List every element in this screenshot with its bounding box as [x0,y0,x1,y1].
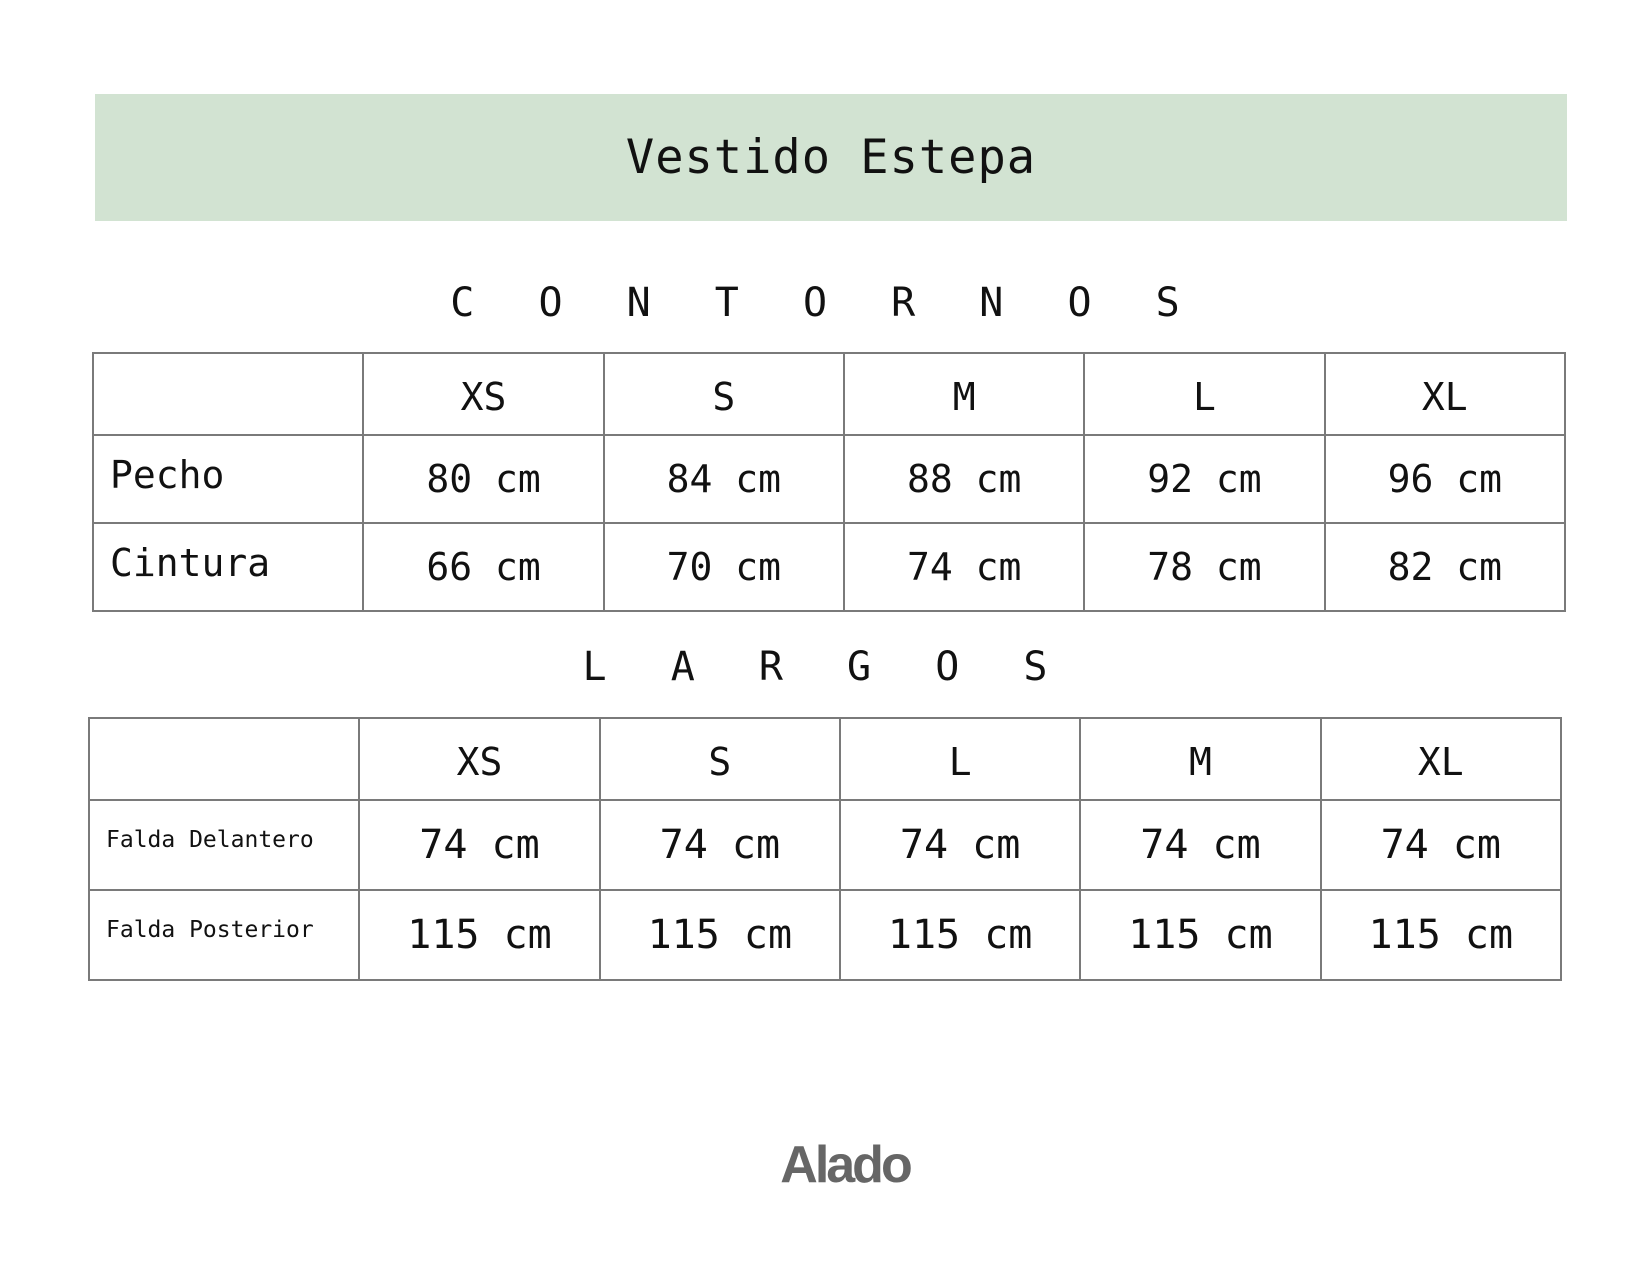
value-cell: 115 cm [840,890,1080,980]
page-title: Vestido Estepa [625,130,1037,185]
row-label-cintura: Cintura [93,523,363,611]
value-cell: 70 cm [604,523,844,611]
largos-table [88,717,1562,981]
table-header-row [93,353,1565,435]
value-cell: 115 cm [600,890,840,980]
value-cell: 74 cm [359,800,599,890]
value-cell: 80 cm [363,435,603,523]
value-cell: 74 cm [1080,800,1320,890]
size-header-cell: L [1084,353,1324,435]
value-cell: 66 cm [363,523,603,611]
row-label-falda-posterior: Falda Posterior [89,890,359,980]
size-header-cell: S [604,353,844,435]
table-row [93,523,1565,611]
brand-logo: Alado [780,1136,910,1194]
row-label-falda-delantero: Falda Delantero [89,800,359,890]
empty-corner-cell [89,718,359,800]
size-header-cell: S [600,718,840,800]
size-header-cell: M [844,353,1084,435]
row-label-pecho: Pecho [93,435,363,523]
title-banner [95,94,1567,221]
value-cell: 74 cm [600,800,840,890]
size-header-cell: L [840,718,1080,800]
table-header-row [89,718,1561,800]
contornos-table [92,352,1566,612]
value-cell: 115 cm [359,890,599,980]
largos-heading: L A R G O S [582,644,1068,690]
value-cell: 96 cm [1325,435,1565,523]
value-cell: 84 cm [604,435,844,523]
value-cell: 78 cm [1084,523,1324,611]
table-row [89,800,1561,890]
value-cell: 88 cm [844,435,1084,523]
size-header-cell: XS [359,718,599,800]
table-row [93,435,1565,523]
value-cell: 115 cm [1080,890,1320,980]
value-cell: 74 cm [844,523,1084,611]
size-header-cell: M [1080,718,1320,800]
contornos-heading: C O N T O R N O S [450,280,1200,326]
table-row [89,890,1561,980]
value-cell: 115 cm [1321,890,1561,980]
value-cell: 74 cm [1321,800,1561,890]
size-header-cell: XS [363,353,603,435]
value-cell: 82 cm [1325,523,1565,611]
value-cell: 92 cm [1084,435,1324,523]
size-header-cell: XL [1325,353,1565,435]
value-cell: 74 cm [840,800,1080,890]
empty-corner-cell [93,353,363,435]
size-header-cell: XL [1321,718,1561,800]
